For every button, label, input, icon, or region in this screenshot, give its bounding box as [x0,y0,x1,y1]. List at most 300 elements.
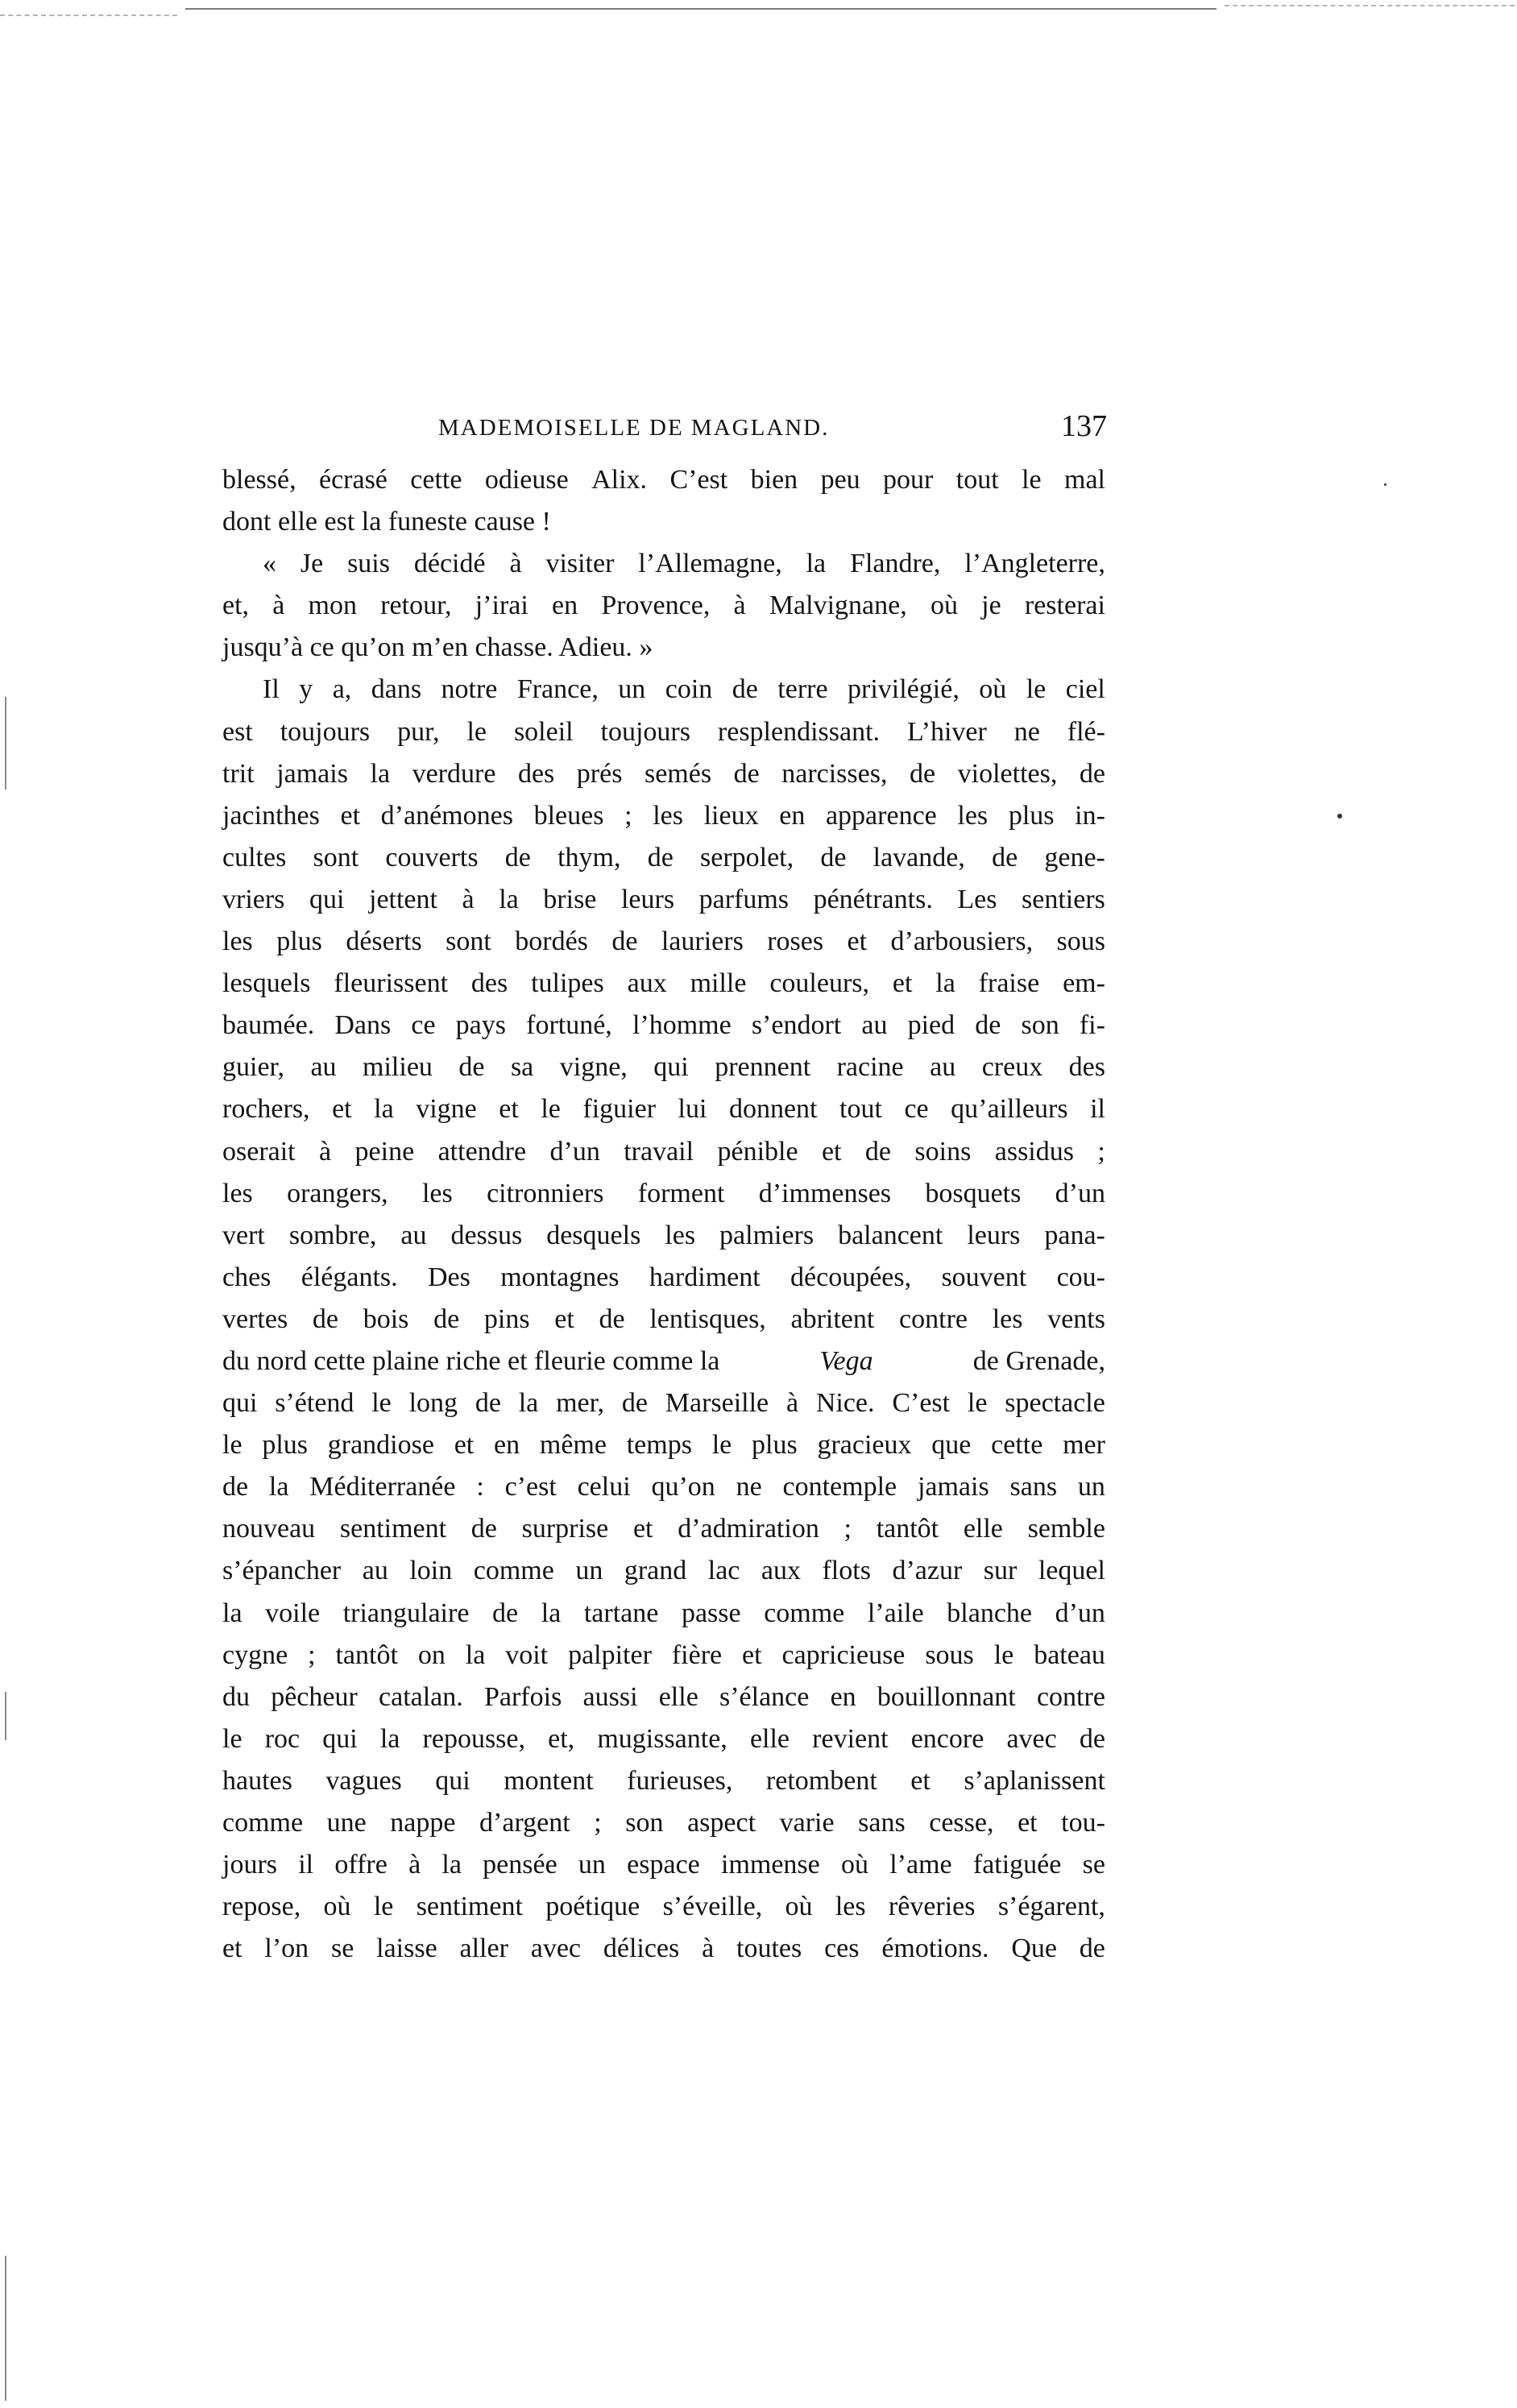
word: Malvignane, [769,591,907,621]
page-number: 137 [1061,409,1107,443]
text-line [222,585,1105,627]
word: leurs [967,1220,1021,1250]
word: les [992,1303,1023,1334]
word: C’est [892,1388,951,1419]
text-line [222,1676,1105,1718]
word: grandiose [327,1430,434,1461]
running-head [438,409,1107,447]
word: pénible [717,1136,798,1167]
word: Les [957,884,997,914]
word: elle [963,1514,1003,1544]
word: bateau [1034,1639,1105,1670]
word: jours [222,1850,277,1880]
word: C’est [669,465,728,495]
word: figuier [582,1094,657,1125]
word: guier, [222,1052,284,1083]
word: qui [322,1723,358,1754]
word: avec [530,1933,582,1964]
word: bois [363,1303,409,1334]
word: au [930,1052,956,1083]
word: baumée. [222,1010,315,1041]
word: d’un [1055,1598,1105,1628]
word: et [742,1639,762,1670]
text-line: dont elle est la funeste cause ! [222,507,551,537]
word: ; [594,1808,602,1838]
word: qu’ailleurs [951,1094,1068,1125]
word: donnent [728,1094,818,1125]
word: l’Angleterre, [964,549,1105,579]
word: notre [441,674,498,705]
word: odieuse [484,465,569,495]
italic-term: Vega [819,1345,873,1376]
word: lavande, [872,842,965,872]
word: l’ame [889,1850,952,1880]
word: d’immenses [758,1178,892,1208]
word: cygne [222,1639,288,1670]
word: la [518,1388,539,1419]
word: cesse, [929,1808,994,1838]
word: elle [658,1681,698,1712]
word: les [665,1220,696,1250]
word: sa [510,1052,534,1083]
word: la [379,1723,400,1754]
text-line [222,1802,1105,1844]
text-line [222,1088,1105,1130]
text-line [222,753,1105,795]
word: qu’on [651,1472,715,1502]
word: de [864,1136,892,1167]
word: coin [665,674,713,705]
word: avec [1006,1723,1057,1754]
word: celui [577,1472,631,1502]
word: de [433,1303,460,1334]
word: à [462,884,475,914]
word: creux [981,1052,1043,1083]
scan-edge-artifact [1225,5,1515,6]
text-line [222,1886,1105,1928]
word: même [539,1430,607,1461]
word: toujours [280,716,371,747]
word: blanche [947,1598,1033,1628]
word: les [835,1892,866,1922]
word: toutes [736,1933,802,1964]
word: resplendissant. [717,716,881,747]
word: je [981,591,1001,621]
word: jacinthes [222,800,320,831]
word: fatiguée [972,1850,1062,1880]
text-line [222,1299,1105,1341]
text-line [222,1928,1105,1970]
text-line [222,1005,1105,1047]
word: encore [910,1723,984,1754]
word: la [806,549,827,579]
word: mer [1063,1430,1105,1461]
word: : [476,1472,484,1502]
word: varie [779,1808,835,1838]
word: où [930,591,958,621]
word: de [1079,1933,1105,1964]
text-line [222,1844,1105,1886]
word: Provence, [601,591,711,621]
word: de [1079,758,1105,789]
word: France, [516,674,599,705]
word: en [830,1681,856,1712]
word: et [1018,1808,1038,1838]
word: abritent [790,1303,875,1334]
word: un [1077,1472,1105,1502]
word: les [222,1178,253,1208]
word: et [892,968,913,999]
word: de [1079,1723,1105,1754]
word: tantôt [876,1514,939,1544]
word: ches [222,1262,271,1292]
word: en [779,800,806,831]
word: lequel [1038,1556,1105,1586]
word: tout [955,465,999,495]
word: repose, [222,1892,301,1922]
word: montagnes [500,1262,620,1292]
word: s’endort [751,1010,842,1041]
word: passe [681,1598,741,1628]
word: la [268,1472,289,1502]
text-line [222,1424,1105,1466]
word: catalan. [379,1681,463,1712]
text-line [222,879,1105,921]
word: les [957,800,989,831]
word: contre [1036,1681,1105,1712]
word: le [371,1388,392,1419]
word: et [847,926,868,957]
word: déserts [346,926,422,957]
word: hardiment [649,1262,761,1292]
word: s’étend [275,1388,354,1419]
word: vagues [325,1765,402,1796]
scan-margin-mark [5,697,6,790]
word: Dans [334,1010,392,1041]
word: pana- [1044,1220,1105,1250]
text-line [222,837,1105,879]
word: les [421,1178,453,1208]
word: espace [627,1850,700,1880]
word: jettent [369,884,437,914]
word: on [417,1639,446,1670]
word: tou- [1061,1808,1105,1838]
word: toujours [600,716,690,747]
text-line [222,1341,1105,1382]
word: l’on [264,1933,309,1964]
word: roses [767,926,824,957]
text-line [222,1131,1105,1173]
word: d’arbousiers, [890,926,1034,957]
word: et, [222,591,250,621]
word: repousse, [422,1723,525,1754]
word: forment [637,1178,725,1208]
word: sont [446,926,491,957]
word: la [222,1598,242,1628]
word: et [332,1094,352,1125]
word: de [611,926,638,957]
word: écrasé [318,465,388,495]
word: tout [839,1094,882,1125]
text-line [222,1257,1105,1299]
word: ce [904,1094,929,1125]
text-line [222,1215,1105,1257]
word: trit [222,758,255,789]
text-line [222,1382,1105,1424]
word: voile [265,1598,321,1628]
word: son [625,1808,664,1838]
word: hautes [222,1765,292,1796]
word: lieux [703,800,759,831]
word: parfums [698,884,790,914]
word: desquels [546,1220,641,1250]
word: roc [264,1723,300,1754]
text-line [222,921,1105,963]
word: d’anémones [380,800,513,831]
word: tartane [583,1598,659,1628]
word: en [494,1430,520,1461]
word: grand [624,1556,687,1586]
word: la [935,968,955,999]
word: où [785,1892,813,1922]
word: citronniers [487,1178,604,1208]
word: son [1021,1010,1059,1041]
word: elle [749,1723,790,1754]
word: peu [820,465,860,495]
word: Que [1011,1933,1057,1964]
scan-margin-mark [5,2256,6,2401]
word: mal [1064,465,1105,495]
word: assidus [994,1136,1074,1167]
scan-edge-artifact [0,15,177,16]
word: tantôt [335,1639,398,1670]
word: où [979,674,1007,705]
word: pied [907,1010,955,1041]
word: j’irai [475,591,528,621]
word: ; [624,800,632,831]
word: délices [603,1933,680,1964]
word: un [575,1556,603,1586]
word: plus [262,1430,308,1461]
word: lentisques, [649,1303,766,1334]
word: élégants. [300,1262,398,1292]
word: montent [504,1765,594,1796]
text-line [222,1550,1105,1592]
word: au [861,1010,888,1041]
word: privilégié, [848,674,960,705]
word: le [1026,674,1047,705]
word: des [517,758,555,789]
word: la [499,884,519,914]
word: de [458,1052,485,1083]
word: rêveries [888,1892,976,1922]
scan-edge-artifact [185,8,1217,10]
word: laisse [376,1933,437,1964]
word: d’un [549,1136,600,1167]
word: ces [824,1933,860,1964]
text-line [222,963,1105,1005]
word: mille [690,968,747,999]
word: milieu [363,1052,433,1083]
word: thym, [557,842,621,872]
word: s’élance [719,1681,810,1712]
word: vents [1047,1303,1105,1334]
word: retombent [765,1765,877,1796]
word: d’admiration [678,1514,819,1544]
word: sombre, [288,1220,377,1250]
word: bordés [515,926,588,957]
word: les [222,926,253,957]
word: en [552,591,578,621]
word: a, [332,674,352,705]
text-line [222,1718,1105,1760]
word: ciel [1065,674,1105,705]
word: et [554,1303,574,1334]
word: immense [721,1850,820,1880]
word: le [373,1892,394,1922]
word: de [312,1303,338,1334]
word: la [541,1598,562,1628]
word: poétique [545,1892,640,1922]
word: plus [752,1430,798,1461]
word: s’éveille, [662,1892,763,1922]
word: orangers, [287,1178,388,1208]
word: travail [624,1136,694,1167]
word: au [310,1052,337,1083]
text-line [222,459,1105,501]
word: offre [334,1850,388,1880]
word: cou- [1056,1262,1105,1292]
word: qui [309,884,345,914]
word: la [465,1639,486,1670]
word: em- [1063,968,1105,999]
word: qui [222,1388,258,1419]
word: sous [925,1639,974,1670]
word: de [647,842,674,872]
word: et [340,800,361,831]
word: aussi [582,1681,638,1712]
word: couleurs, [769,968,870,999]
word: Parfois [483,1681,562,1712]
word: sur [983,1556,1018,1586]
word: les [653,800,683,831]
word: que [931,1430,972,1461]
word: découpées, [790,1262,912,1292]
word: aller [459,1933,508,1964]
word: rochers, [222,1094,310,1125]
word: ce [411,1010,436,1041]
word: le [1022,465,1042,495]
word: le [222,1430,242,1461]
word: l’homme [632,1010,732,1041]
word: c’est [504,1472,557,1502]
word: de [492,1598,519,1628]
word: Alix. [591,465,648,495]
word: capricieuse [781,1639,906,1670]
word: verdure [412,758,496,789]
word: ; [308,1639,316,1670]
word: ne [736,1472,762,1502]
word: qui [435,1765,470,1796]
word: aux [627,968,667,999]
word: prés [576,758,623,789]
word: plus [276,926,322,957]
word: au [362,1556,388,1586]
word: une [326,1808,367,1838]
word: balancent [838,1220,943,1250]
word: et [222,1933,242,1964]
word: pensée [483,1850,557,1880]
word: Nice. [815,1388,875,1419]
word: vertes [222,1303,288,1334]
word: spectacle [1005,1388,1105,1419]
word: le [967,1388,988,1419]
word: vriers [222,884,285,914]
word: à [785,1388,799,1419]
word: bouillonnant [877,1681,1016,1712]
word: semble [1027,1514,1105,1544]
word: à [702,1933,715,1964]
word: il [1090,1094,1105,1125]
word: serpolet, [700,842,794,872]
word: contemple [782,1472,897,1502]
word: furieuses, [627,1765,733,1796]
word: de [504,842,531,872]
body-text [222,459,1105,1970]
scan-speck [1337,814,1342,819]
word: de [733,758,760,789]
word: resterai [1024,591,1105,621]
word: vigne, [559,1052,628,1083]
word: sous [1056,926,1105,957]
text-segment: du nord cette plaine riche et fleurie comme la [222,1345,720,1376]
text-segment: de Grenade, [972,1345,1105,1376]
text-line: jusqu’à ce qu’on m’en chasse. Adieu. » [222,632,653,663]
text-line [222,1173,1105,1215]
word: du [222,1681,250,1712]
word: de [475,1388,501,1419]
word: visiter [545,549,615,579]
word: sans [1009,1472,1058,1502]
text-line [222,795,1105,837]
word: ; [1097,1136,1105,1167]
word: de [910,758,936,789]
word: temps [626,1430,692,1461]
text-line [222,1466,1105,1508]
word: couverts [385,842,479,872]
text-line [222,1635,1105,1676]
word: racine [836,1052,904,1083]
word: fière [671,1639,723,1670]
word: prennent [715,1052,811,1083]
word: souvent [941,1262,1027,1292]
word: cette [410,465,462,495]
word: fi- [1079,1010,1105,1041]
word: retour, [380,591,452,621]
word: sentiers [1022,884,1105,914]
word: et, [548,1723,575,1754]
word: lui [678,1094,707,1125]
word: se [330,1933,354,1964]
word: Marseille [665,1388,769,1419]
word: voit [505,1639,549,1670]
word: lesquels [222,968,311,999]
word: plus [1008,800,1055,831]
word: de [621,1388,648,1419]
word: mer, [556,1388,605,1419]
word: la [370,758,391,789]
word: attendre [437,1136,527,1167]
